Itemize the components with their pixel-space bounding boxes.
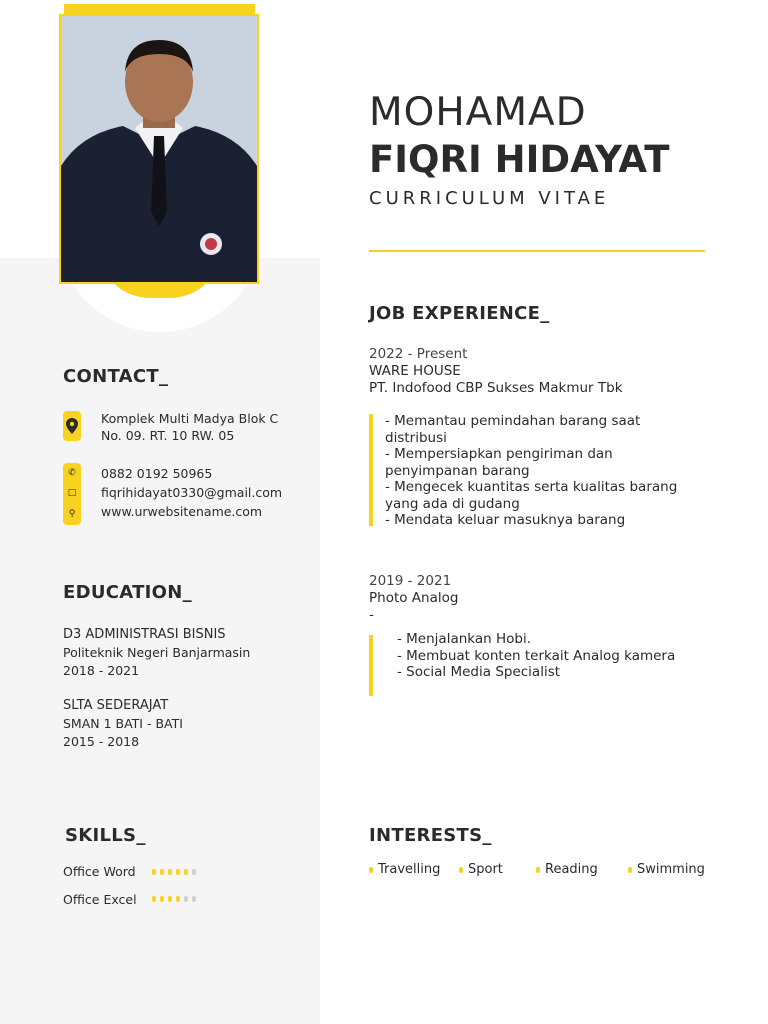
chat-icon: □ xyxy=(67,488,77,499)
interests-heading: INTERESTS_ xyxy=(369,825,492,846)
education-school-1: Politeknik Negeri Banjarmasin xyxy=(63,645,251,660)
name-last: FIQRI HIDAYAT xyxy=(369,138,670,181)
interest-label: Swimming xyxy=(637,862,705,877)
job-bullet-bar-1 xyxy=(369,414,373,526)
skill-dot-empty xyxy=(192,896,196,902)
job-date-2: 2019 - 2021 xyxy=(369,573,452,589)
job-bullet: - Membuat konten terkait Analog kamera xyxy=(397,647,676,664)
job-bullet: yang ada di gudang xyxy=(385,495,520,512)
contact-heading: CONTACT_ xyxy=(63,366,169,387)
job-bullet: - Mendata keluar masuknya barang xyxy=(385,512,626,528)
job-bullet: penyimpanan barang xyxy=(385,462,530,479)
job-bullet: - Menjalankan Hobi. xyxy=(397,631,531,647)
name-first: MOHAMAD xyxy=(369,90,587,135)
education-years-1: 2018 - 2021 xyxy=(63,663,140,678)
interest-bullet-icon xyxy=(459,867,463,873)
skill-dot-filled xyxy=(160,869,164,875)
address-line1: Komplek Multi Madya Blok C xyxy=(101,411,279,426)
skill-dot-filled xyxy=(176,896,180,902)
job-bullets-1 xyxy=(385,413,677,529)
job-bullet: distribusi xyxy=(385,429,447,446)
profile-photo xyxy=(59,14,259,284)
phone-icon: ✆ xyxy=(68,467,76,478)
job-position-2: Photo Analog xyxy=(369,590,459,606)
job-position-1: WARE HOUSE xyxy=(369,363,461,379)
skill-dot-filled xyxy=(168,896,172,902)
job-bullets-2 xyxy=(397,631,675,681)
location-pin-icon xyxy=(63,411,81,441)
email-link[interactable]: fiqrihidayat0330@gmail.com xyxy=(101,485,283,500)
job-experience-heading: JOB EXPERIENCE_ xyxy=(369,303,550,324)
website-link[interactable]: www.urwebsitename.com xyxy=(101,504,263,519)
job-company-2: - xyxy=(369,607,374,623)
contact-icons-strip xyxy=(63,463,81,525)
interest-bullet-icon xyxy=(628,867,632,873)
job-company-1: PT. Indofood CBP Sukses Makmur Tbk xyxy=(369,380,623,396)
job-bullet-bar-2 xyxy=(369,635,373,696)
job-entry-2 xyxy=(369,573,458,624)
interest-item-swimming xyxy=(628,862,705,877)
interest-label: Travelling xyxy=(378,862,441,877)
skill-name-1: Office Word xyxy=(63,864,136,879)
skill-name-2: Office Excel xyxy=(63,892,137,907)
interest-bullet-icon xyxy=(369,867,373,873)
skill-dot-filled xyxy=(152,896,156,902)
phone-number: 0882 0192 50965 xyxy=(101,466,213,481)
job-bullet: - Memantau pemindahan barang saat xyxy=(385,413,641,429)
profile-photo-illustration xyxy=(61,16,257,282)
skill-dot-filled xyxy=(176,869,180,875)
skill-dot-filled xyxy=(168,869,172,875)
job-bullet: - Mengecek kuantitas serta kualitas barang xyxy=(385,479,678,495)
skill-dot-filled xyxy=(184,869,188,875)
interest-label: Reading xyxy=(545,862,598,877)
skill-dot-empty xyxy=(184,896,188,902)
cv-subtitle: CURRICULUM VITAE xyxy=(369,188,610,209)
interest-bullet-icon xyxy=(536,867,540,873)
job-bullet: - Mempersiapkan pengiriman dan xyxy=(385,446,613,462)
job-bullet: - Social Media Specialist xyxy=(397,664,561,680)
skill-dot-filled xyxy=(152,869,156,875)
skill-dot-filled xyxy=(160,896,164,902)
job-entry-1 xyxy=(369,346,623,397)
job-date-1: 2022 - Present xyxy=(369,346,468,362)
education-school-2: SMAN 1 BATI - BATI xyxy=(63,716,183,731)
interest-item-sport xyxy=(459,862,503,877)
interest-label: Sport xyxy=(468,862,503,877)
education-degree-2: SLTA SEDERAJAT xyxy=(63,698,169,713)
skills-heading: SKILLS_ xyxy=(65,825,146,846)
skill-rating-1 xyxy=(152,869,196,875)
skill-dot-empty xyxy=(192,869,196,875)
education-degree-1: D3 ADMINISTRASI BISNIS xyxy=(63,627,226,642)
skill-rating-2 xyxy=(152,896,196,902)
education-heading: EDUCATION_ xyxy=(63,582,192,603)
title-divider xyxy=(369,250,705,252)
education-years-2: 2015 - 2018 xyxy=(63,734,140,749)
search-icon: ⚲ xyxy=(68,509,76,520)
address-line2: No. 09. RT. 10 RW. 05 xyxy=(101,428,235,443)
interest-item-travelling xyxy=(369,862,440,877)
interest-item-reading xyxy=(536,862,598,877)
